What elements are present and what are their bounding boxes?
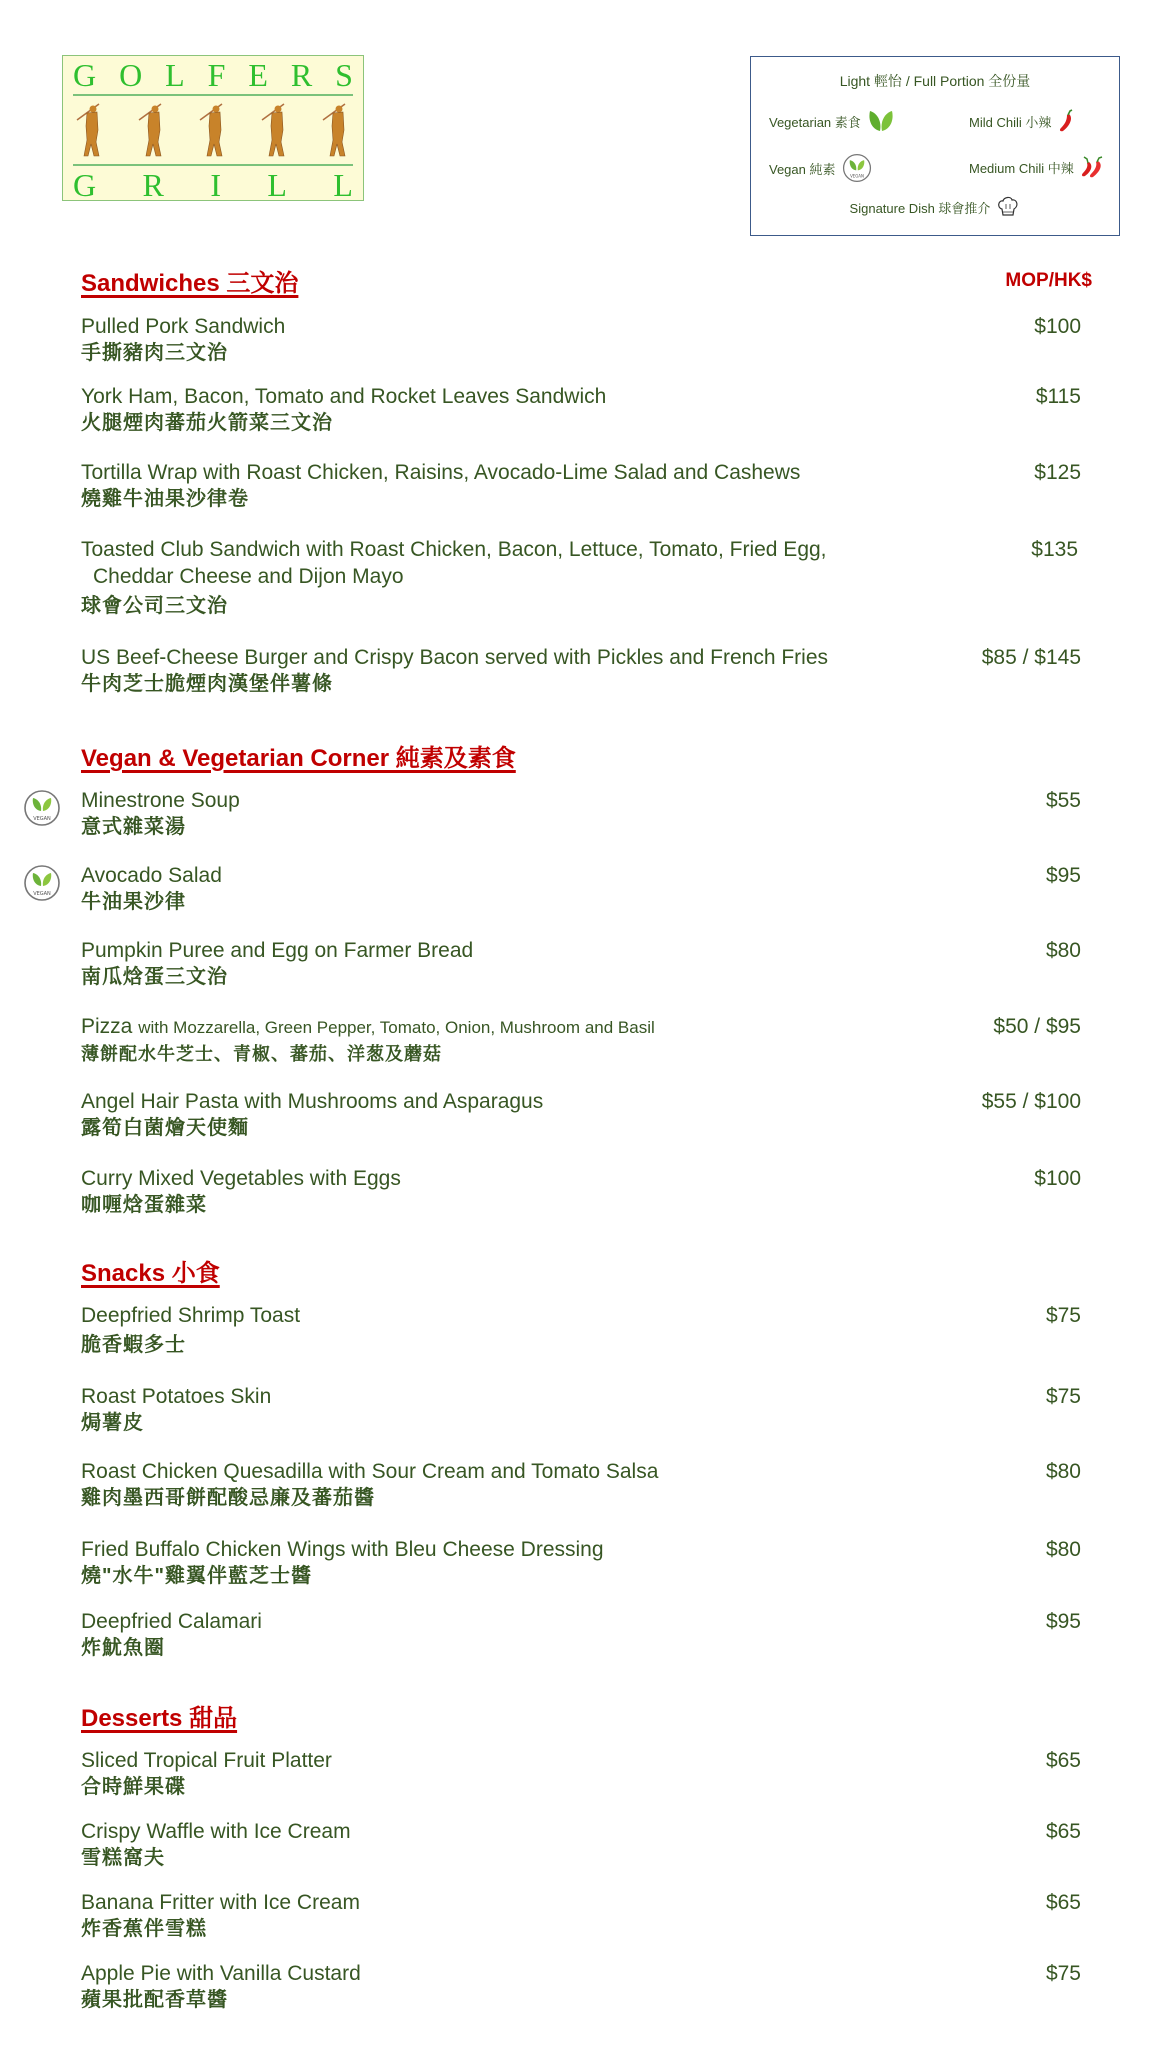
item-price: $100 bbox=[1034, 315, 1081, 338]
item-price: $80 bbox=[1045, 939, 1081, 962]
item-name-zh: 雪糕窩夫 bbox=[81, 1847, 165, 1869]
item-name-zh: 脆香蝦多士 bbox=[81, 1334, 186, 1356]
item-name-en: Roast Chicken Quesadilla with Sour Cream and Tomato Salsa bbox=[81, 1460, 659, 1483]
item-name-en: Pulled Pork Sandwich bbox=[81, 315, 286, 338]
item-name-en-continued: Cheddar Cheese and Dijon Mayo bbox=[93, 565, 404, 588]
menu-item bbox=[81, 459, 1081, 512]
item-price: $80 bbox=[1045, 1538, 1081, 1561]
menu-item bbox=[81, 1165, 1081, 1218]
section-header-snacks: Snacks 小食 bbox=[81, 1260, 220, 1287]
item-name-zh: 雞肉墨西哥餅配酸忌廉及蕃茄醬 bbox=[81, 1487, 375, 1509]
menu-item bbox=[81, 1960, 1081, 2013]
item-name-zh: 牛油果沙律 bbox=[81, 891, 186, 913]
item-price: $115 bbox=[1035, 385, 1081, 408]
item-name-zh: 蘋果批配香草醬 bbox=[81, 1989, 228, 2011]
item-name-en: Minestrone Soup bbox=[81, 789, 240, 812]
item-name-zh: 露筍白菌燴天使麵 bbox=[81, 1117, 249, 1139]
item-name-en: Pizza with Mozzarella, Green Pepper, Tomato, Onion, Mushroom and Basil bbox=[81, 1015, 655, 1038]
menu-item bbox=[81, 313, 1081, 366]
logo-rule bbox=[73, 164, 353, 166]
item-name-zh: 燒"水牛"雞翼伴藍芝士醬 bbox=[81, 1565, 312, 1587]
item-name-zh: 南瓜焓蛋三文治 bbox=[81, 966, 228, 988]
item-price: $100 bbox=[1034, 1167, 1081, 1190]
item-name-en: Fried Buffalo Chicken Wings with Bleu Cheese Dressing bbox=[81, 1538, 604, 1561]
item-price: $55 / $100 bbox=[981, 1090, 1081, 1113]
item-description: with Mozzarella, Green Pepper, Tomato, Onion, Mushroom and Basil bbox=[138, 1018, 655, 1037]
item-name-en: Curry Mixed Vegetables with Eggs bbox=[81, 1167, 401, 1190]
golfer-icon bbox=[260, 100, 290, 160]
double-chili-icon bbox=[1080, 155, 1106, 179]
section-header-vegan-vegetarian: Vegan & Vegetarian Corner 純素及素食 bbox=[81, 745, 516, 772]
menu-item bbox=[81, 1088, 1081, 1141]
legend-vegan: Vegan 純素 VEGAN bbox=[769, 153, 872, 183]
vegan-badge-icon bbox=[842, 153, 872, 183]
item-price: $50 / $95 bbox=[993, 1015, 1081, 1038]
menu-item bbox=[81, 644, 1081, 697]
chili-icon bbox=[1057, 109, 1075, 133]
golfer-icon bbox=[137, 100, 167, 160]
menu-item bbox=[81, 1536, 1081, 1589]
menu-item bbox=[81, 1608, 1081, 1661]
svg-text:VEGAN: VEGAN bbox=[33, 816, 51, 822]
item-name-zh: 薄餅配水牛芝士、青椒、蕃茄、洋葱及蘑菇 bbox=[81, 1044, 442, 1064]
legend-mild-chili: Mild Chili 小辣 bbox=[969, 109, 1075, 133]
item-name-en: Pumpkin Puree and Egg on Farmer Bread bbox=[81, 939, 474, 962]
item-name-en: Crispy Waffle with Ice Cream bbox=[81, 1820, 351, 1843]
menu-item bbox=[81, 1458, 1081, 1511]
item-name-zh: 燒雞牛油果沙律卷 bbox=[81, 488, 249, 510]
menu-item bbox=[81, 1013, 1081, 1067]
golfers-grill-logo bbox=[62, 55, 364, 201]
menu-item bbox=[81, 1302, 1081, 1358]
legend-medium-chili: Medium Chili 中辣 bbox=[969, 155, 1106, 179]
logo-word-golfers: G O L F E R S bbox=[73, 57, 353, 93]
item-name-en: York Ham, Bacon, Tomato and Rocket Leaves Sandwich bbox=[81, 385, 607, 408]
logo-word-grill: G R I L L bbox=[73, 167, 353, 203]
logo-rule bbox=[73, 94, 353, 96]
golfer-icon bbox=[321, 100, 351, 160]
legend-box bbox=[750, 56, 1120, 236]
item-name-zh: 意式雜菜湯 bbox=[81, 816, 186, 838]
item-name-zh: 炸魷魚圈 bbox=[81, 1637, 165, 1659]
vegan-badge-icon bbox=[23, 789, 61, 827]
item-name-zh: 合時鮮果碟 bbox=[81, 1776, 186, 1798]
section-header-desserts: Desserts 甜品 bbox=[81, 1705, 238, 1732]
item-name-en: Toasted Club Sandwich with Roast Chicken, Bacon, Lettuce, Tomato, Fried Egg, bbox=[81, 538, 827, 561]
legend-title: Light 輕怡 / Full Portion 全份量 bbox=[839, 73, 1031, 89]
menu-item bbox=[81, 1383, 1081, 1436]
legend-vegetarian: Vegetarian 素食 bbox=[769, 109, 895, 133]
vegan-badge-icon bbox=[23, 864, 61, 902]
menu-item bbox=[81, 383, 1081, 436]
item-name-en: US Beef-Cheese Burger and Crispy Bacon served with Pickles and French Fries bbox=[81, 646, 828, 669]
menu-item bbox=[81, 1889, 1081, 1942]
golfer-icon bbox=[75, 100, 105, 160]
item-name-en: Angel Hair Pasta with Mushrooms and Asparagus bbox=[81, 1090, 544, 1113]
svg-text:VEGAN: VEGAN bbox=[849, 173, 864, 179]
item-name-zh: 炸香蕉伴雪糕 bbox=[81, 1918, 207, 1940]
item-name-en: Banana Fritter with Ice Cream bbox=[81, 1891, 360, 1914]
item-price: $65 bbox=[1045, 1891, 1081, 1914]
item-name-en: Avocado Salad bbox=[81, 864, 222, 887]
menu-item bbox=[81, 1818, 1081, 1871]
item-price: $95 bbox=[1045, 864, 1081, 887]
menu-item bbox=[81, 536, 1081, 619]
section-header-sandwiches: Sandwiches 三文治 bbox=[81, 270, 299, 297]
item-name-zh: 手撕豬肉三文治 bbox=[81, 342, 228, 364]
golfer-icon bbox=[198, 100, 228, 160]
item-price: $75 bbox=[1045, 1962, 1081, 1985]
item-price: $65 bbox=[1045, 1820, 1081, 1843]
menu-item bbox=[33, 862, 1081, 915]
item-price: $95 bbox=[1045, 1610, 1081, 1633]
item-name-zh: 火腿煙肉蕃茄火箭菜三文治 bbox=[81, 412, 333, 434]
leaf-icon bbox=[867, 109, 895, 133]
legend-signature-dish: Signature Dish 球會推介 bbox=[751, 195, 1119, 219]
item-price: $75 bbox=[1045, 1385, 1081, 1408]
golfer-figures bbox=[73, 98, 353, 162]
currency-label: MOP/HK$ bbox=[1005, 270, 1092, 291]
item-price: $55 bbox=[1045, 789, 1081, 812]
item-name-en: Tortilla Wrap with Roast Chicken, Raisins, Avocado-Lime Salad and Cashews bbox=[81, 461, 801, 484]
item-price: $65 bbox=[1045, 1749, 1081, 1772]
item-name-en: Apple Pie with Vanilla Custard bbox=[81, 1962, 361, 1985]
item-name-zh: 球會公司三文治 bbox=[81, 595, 228, 617]
item-name-en: Roast Potatoes Skin bbox=[81, 1385, 272, 1408]
item-price: $80 bbox=[1045, 1460, 1081, 1483]
menu-item bbox=[81, 937, 1081, 990]
item-name-en: Deepfried Shrimp Toast bbox=[81, 1304, 301, 1327]
menu-item bbox=[33, 787, 1081, 840]
svg-text:VEGAN: VEGAN bbox=[33, 891, 51, 897]
item-price: $85 / $145 bbox=[981, 646, 1081, 669]
item-name-en: Deepfried Calamari bbox=[81, 1610, 262, 1633]
item-price: $135 bbox=[1031, 538, 1078, 561]
item-name-en: Sliced Tropical Fruit Platter bbox=[81, 1749, 332, 1772]
chef-hat-icon bbox=[996, 195, 1020, 219]
item-name-zh: 焗薯皮 bbox=[81, 1412, 144, 1434]
menu-item bbox=[81, 1747, 1081, 1800]
item-name-zh: 咖喱焓蛋雜菜 bbox=[81, 1194, 207, 1216]
item-name-zh: 牛肉芝士脆煙肉漢堡伴薯條 bbox=[81, 673, 333, 695]
item-price: $75 bbox=[1045, 1304, 1081, 1327]
item-price: $125 bbox=[1034, 461, 1081, 484]
